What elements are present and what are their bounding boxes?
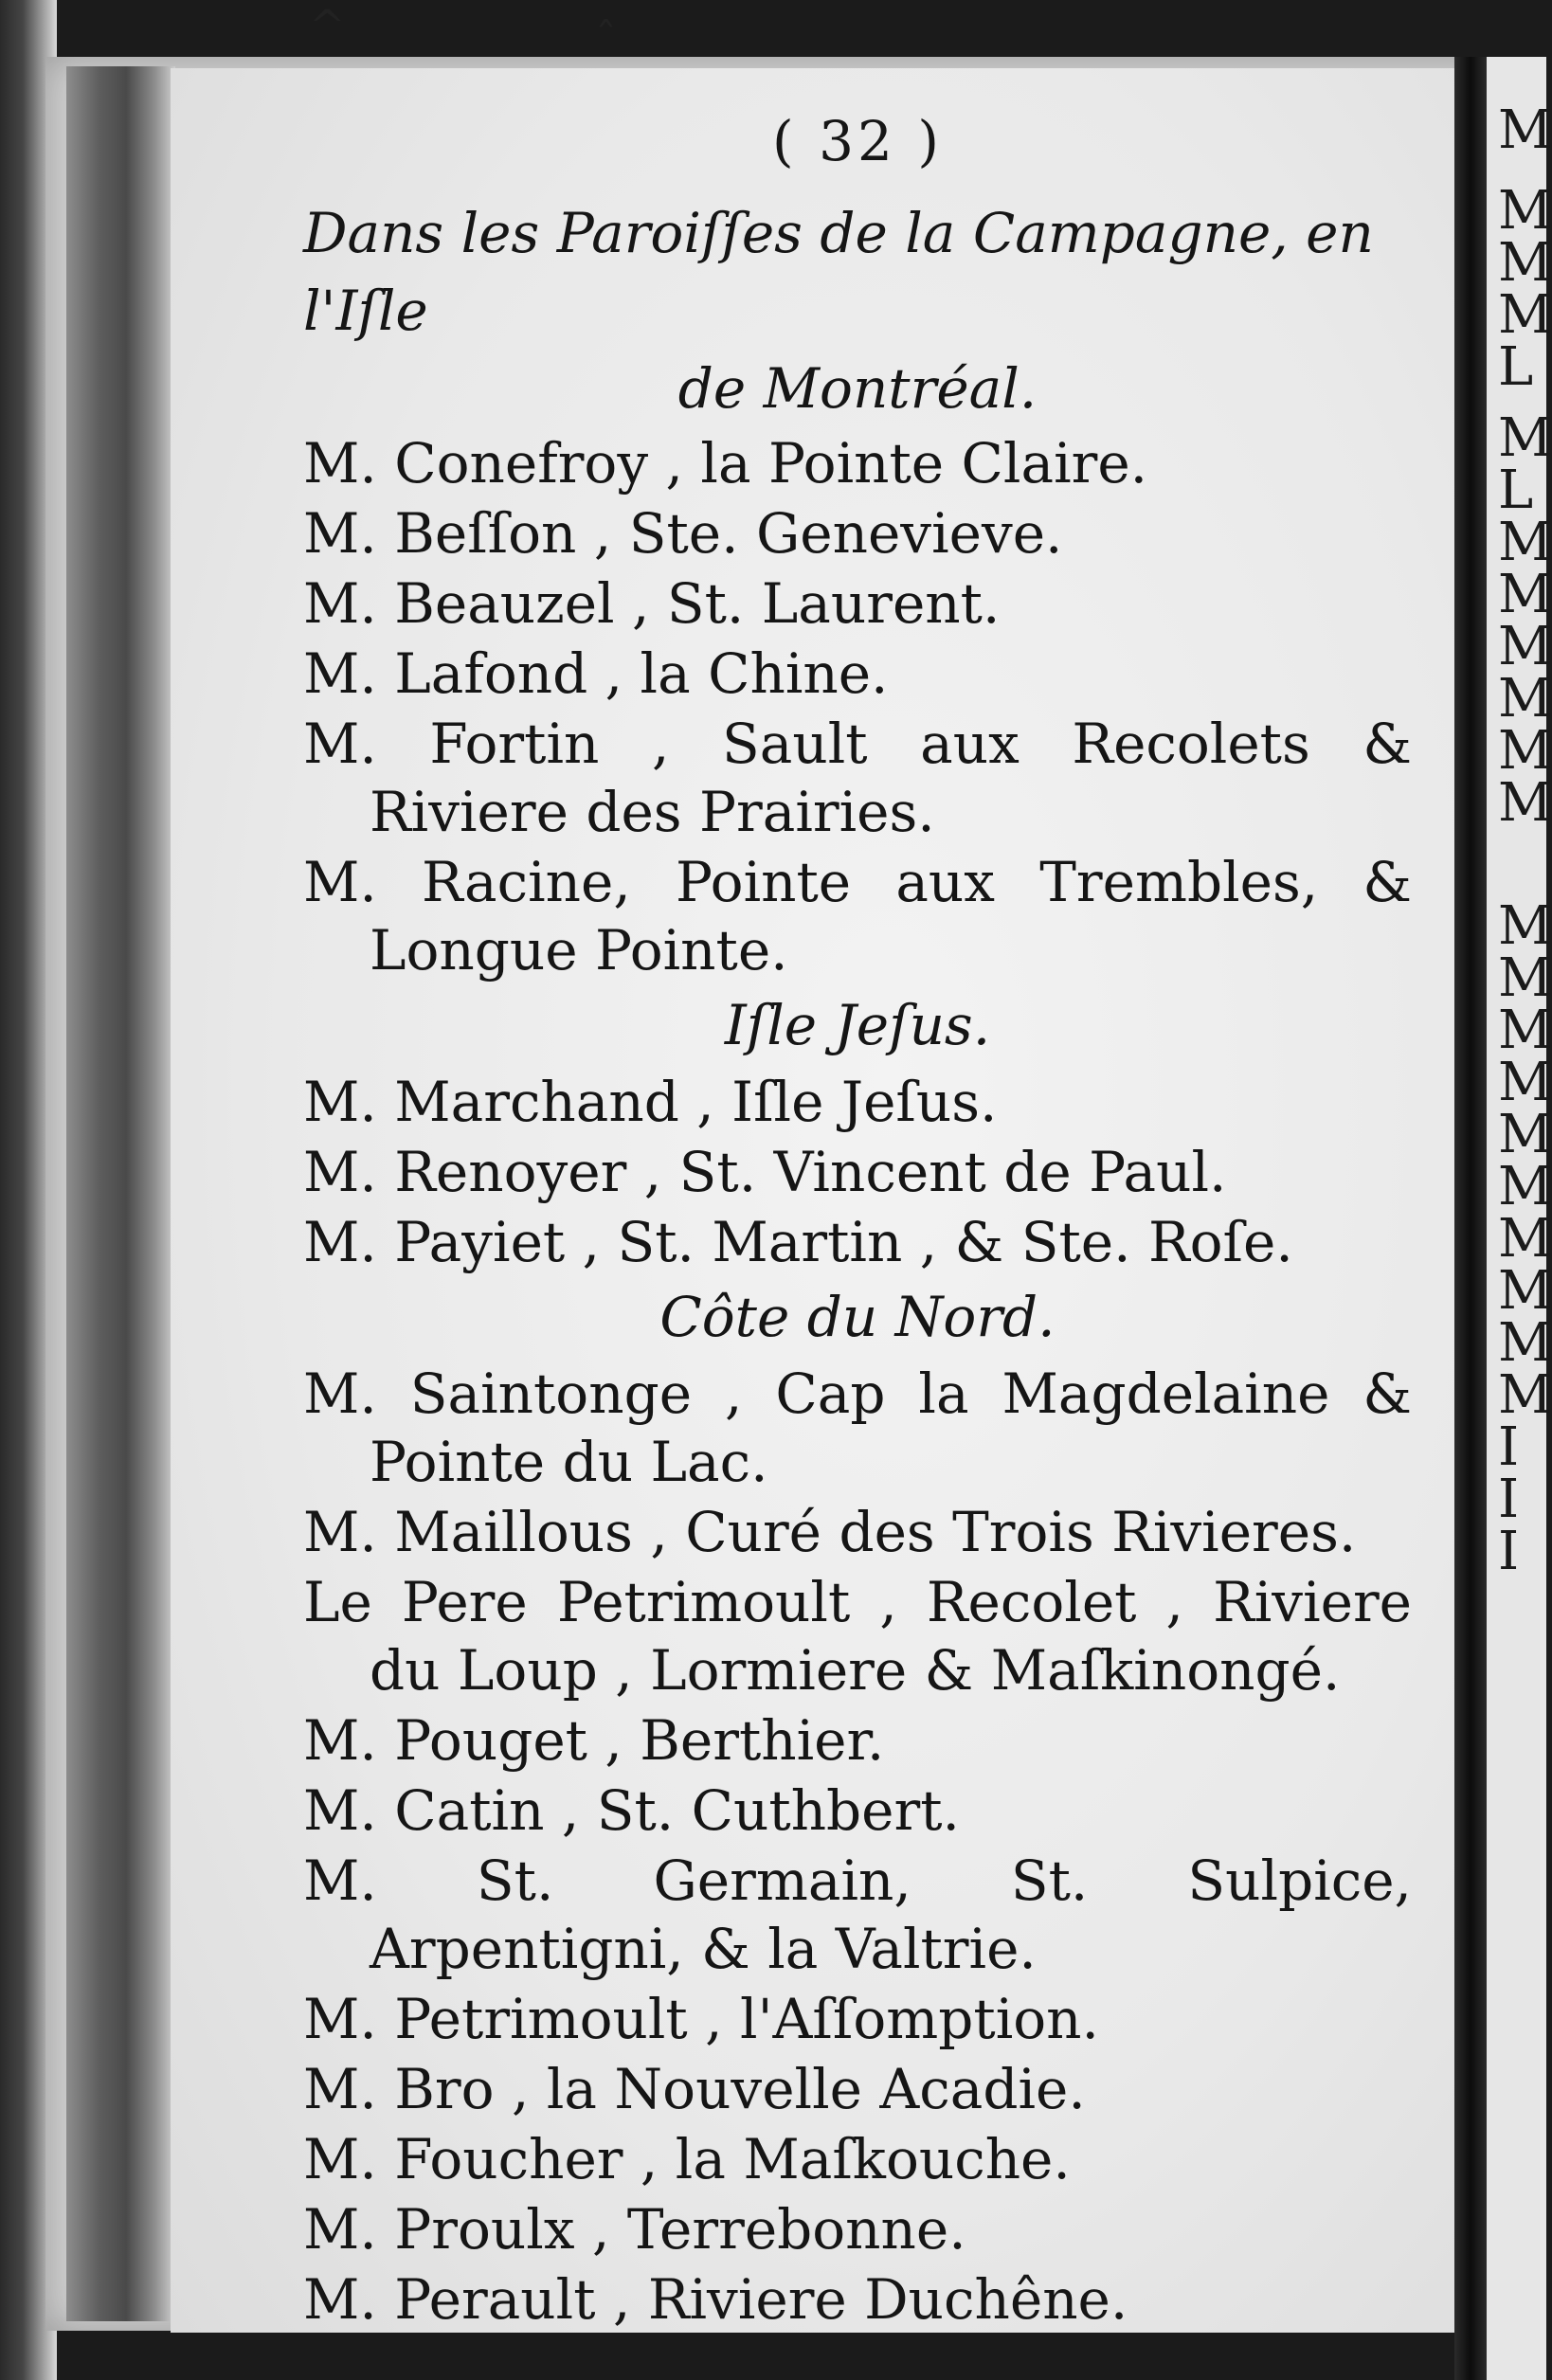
heading-line-1: Dans les Paroiſſes de la Campagne, en l'Iſle — [303, 201, 1374, 343]
facing-page-letter: M — [1498, 1312, 1552, 1374]
list-item: M. Beauzel , St. Laurent. — [303, 571, 1001, 636]
entries-montreal — [303, 429, 1412, 984]
list-item: M. Catin , St. Cuthbert. — [303, 1778, 960, 1843]
list-item: M. Bro , la Nouvelle Acadie. — [303, 2057, 1086, 2121]
list-item: M. Conefroy , la Pointe Claire. — [303, 431, 1148, 496]
facing-page-letter: M — [1498, 1260, 1552, 1322]
facing-page-letter: M — [1498, 772, 1552, 834]
facing-page-letter: M — [1498, 1208, 1552, 1270]
list-item: M. Fortin , Sault aux Recolets & Riviere des Prairies. — [303, 712, 1412, 844]
facing-page-letter: M — [1498, 668, 1552, 730]
page-content — [303, 109, 1412, 2334]
facing-page-letter: M — [1498, 720, 1552, 782]
list-item: M. Perault , Riviere Duchêne. — [303, 2267, 1128, 2332]
facing-page-letter: M — [1498, 895, 1552, 957]
list-item: M. St. Germain, St. Sulpice, Arpentigni, & la Valtrie. — [303, 1848, 1412, 1981]
facing-page-letter: M — [1498, 99, 1552, 161]
list-item: M. Petrimoult , l'Aſſomption. — [303, 1987, 1099, 2051]
entries-isle-jesus — [303, 1068, 1412, 1276]
list-item: M. Foucher , la Maſkouche. — [303, 2127, 1071, 2191]
page-number: ( 32 ) — [772, 109, 943, 173]
facing-page-letter: L — [1498, 460, 1534, 521]
facing-page-letter: M — [1498, 616, 1552, 677]
page-heading — [303, 194, 1412, 427]
facing-page-letter: M — [1498, 232, 1552, 294]
facing-page-letter: M — [1498, 407, 1552, 469]
list-item: M. Saintonge , Cap la Magdelaine & Pointe du Lac. — [303, 1361, 1412, 1494]
facing-page-letter: M — [1498, 1104, 1552, 1165]
facing-page-letter: I — [1498, 1521, 1520, 1582]
list-item: M. Payiet , St. Martin , & Ste. Roſe. — [303, 1210, 1293, 1274]
facing-page-letter: M — [1498, 564, 1552, 625]
page-gutter — [66, 66, 175, 2321]
facing-page-letter: M — [1498, 180, 1552, 242]
scratch-mark-icon: ˆ — [595, 13, 617, 64]
list-item: M. Pouget , Berthier. — [303, 1708, 885, 1773]
facing-page-letter: M — [1498, 1052, 1552, 1113]
list-item: M. Racine, Pointe aux Trembles, & Longue Pointe. — [303, 850, 1412, 983]
list-item: M. Beſſon , Ste. Genevieve. — [303, 501, 1063, 566]
facing-page-letter: M — [1498, 1364, 1552, 1426]
book-spine — [1454, 57, 1487, 2380]
facing-page-letter: I — [1498, 1416, 1520, 1478]
list-item: M. Renoyer , St. Vincent de Paul. — [303, 1140, 1227, 1204]
scratch-mark-icon: ^ — [309, 0, 346, 51]
facing-page-letter: M — [1498, 512, 1552, 573]
facing-page-letter: M — [1498, 284, 1552, 346]
entries-cote-du-nord — [303, 1360, 1412, 2334]
list-item: M. Maillous , Curé des Trois Rivieres. — [303, 1500, 1357, 1564]
heading-line-2: de Montréal. — [677, 356, 1038, 421]
list-item: M. Marchand , Iſle Jeſus. — [303, 1070, 998, 1134]
section-heading-cote-du-nord: Côte du Nord. — [659, 1285, 1056, 1349]
list-item: M. Lafond , la Chine. — [303, 641, 889, 706]
facing-page-edge — [1487, 57, 1552, 2380]
facing-page-letter: L — [1498, 336, 1534, 398]
section-heading-isle-jesus: Iſle Jeſus. — [724, 993, 991, 1057]
list-item: Le Pere Petrimoult , Recolet , Riviere du Loup , Lormiere & Maſkinongé. — [303, 1570, 1412, 1703]
list-item: M. Proulx , Terrebonne. — [303, 2197, 966, 2262]
facing-page-letter: M — [1498, 1156, 1552, 1217]
facing-page-letter: I — [1498, 1469, 1520, 1530]
facing-page-letter: M — [1498, 947, 1552, 1009]
facing-page-letter: M — [1498, 1000, 1552, 1061]
